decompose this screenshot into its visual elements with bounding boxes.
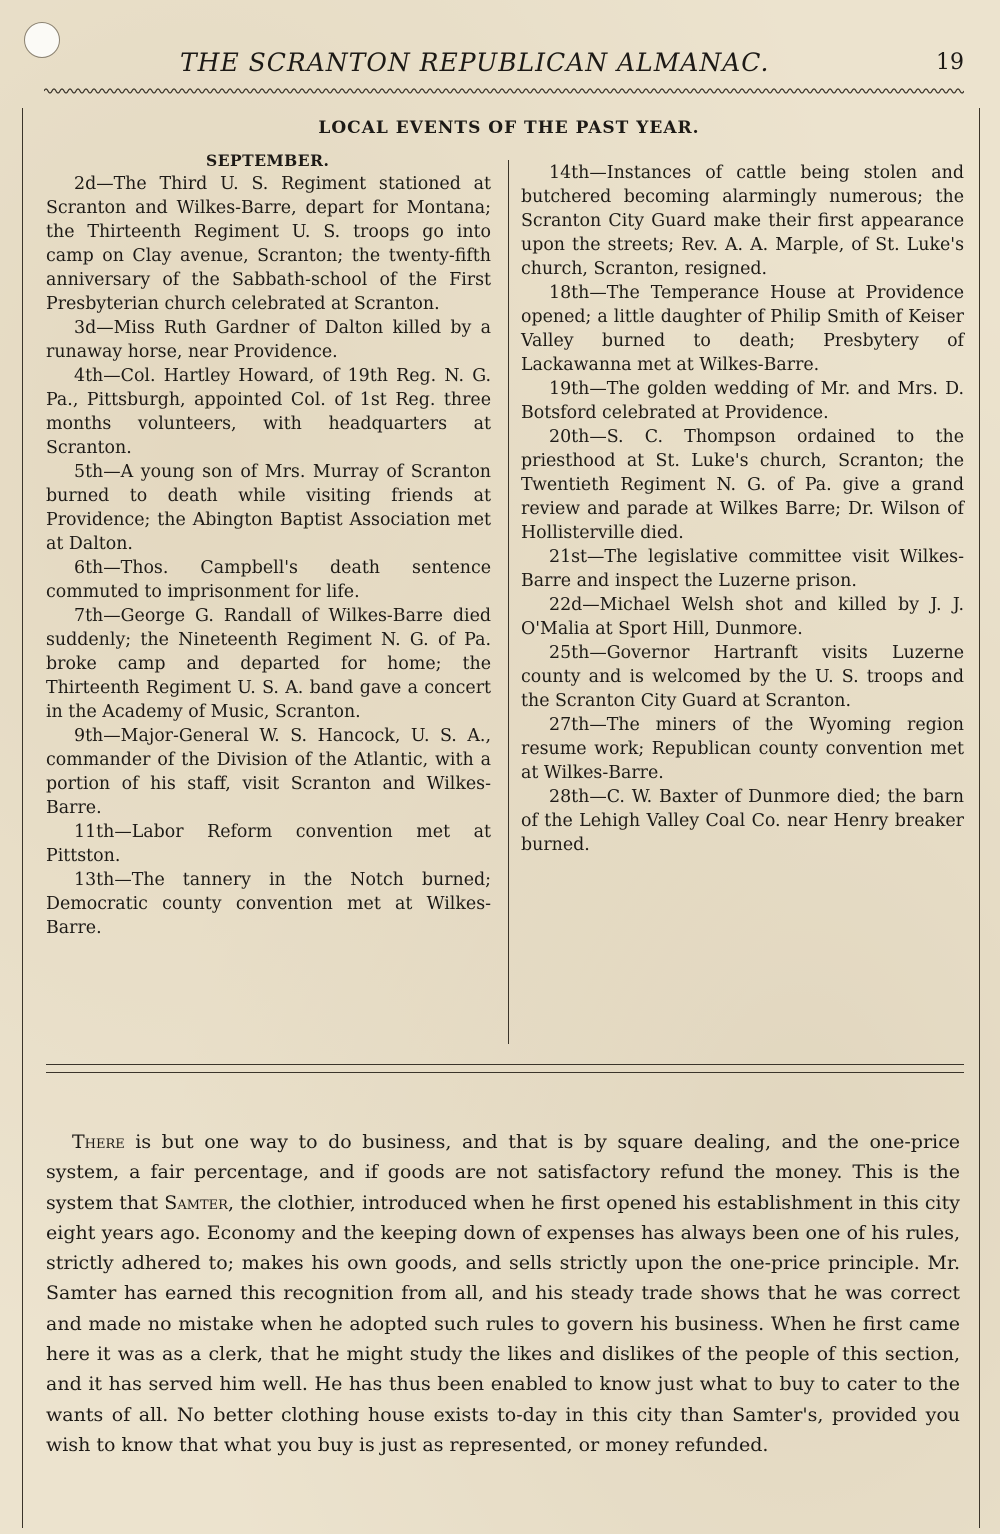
- event-entry: 22d—Michael Welsh shot and killed by J. J. O'Malia at Sport Hill, Dunmore.: [521, 595, 964, 639]
- running-head: [0, 48, 1000, 88]
- event-entry: 4th—Col. Hartley Howard, of 19th Reg. N. G. Pa., Pittsburgh, appointed Col. of 1st Reg. three months volunteers, with headquarters at Scranton.: [46, 366, 491, 458]
- advert-text-1: is but one way to do business, and that is by square dealing, and the one-price system, a fair percentage, and if goods are not satisfactory refund the money. This is the system that: [46, 1131, 960, 1214]
- column-divider: [508, 160, 509, 1044]
- event-entry: 19th—The golden wedding of Mr. and Mrs. D. Botsford celebrated at Providence.: [521, 379, 964, 423]
- event-entry: 18th—The Temperance House at Providence opened; a little daughter of Philip Smith of Keiser Valley burned to death; Presbytery of Lackawanna met at Wilkes-Barre.: [521, 283, 964, 375]
- event-entry: 6th—Thos. Campbell's death sentence commuted to imprisonment for life.: [46, 558, 491, 602]
- event-entry: 28th—C. W. Baxter of Dunmore died; the barn of the Lehigh Valley Coal Co. near Henry breaker burned.: [521, 787, 964, 855]
- left-column: [46, 150, 491, 940]
- event-entry: 9th—Major-General W. S. Hancock, U. S. A., commander of the Division of the Atlantic, with a portion of his staff, visit Scranton and Wilkes-Barre.: [46, 726, 491, 818]
- event-entry: 11th—Labor Reform convention met at Pittston.: [46, 822, 491, 866]
- almanac-title: THE SCRANTON REPUBLICAN ALMANAC.: [180, 48, 770, 77]
- event-entry: 3d—Miss Ruth Gardner of Dalton killed by a runaway horse, near Providence.: [46, 318, 491, 362]
- advert-name: Samter: [164, 1191, 228, 1214]
- event-entry: 27th—The miners of the Wyoming region resume work; Republican county convention met at Wilkes-Barre.: [521, 715, 964, 783]
- right-column: [521, 161, 964, 857]
- event-entry: 13th—The tannery in the Notch burned; Democratic county convention met at Wilkes-Barre.: [46, 870, 491, 938]
- event-entry: 21st—The legislative committee visit Wilkes-Barre and inspect the Luzerne prison.: [521, 547, 964, 591]
- event-entry: 2d—The Third U. S. Regiment stationed at Scranton and Wilkes-Barre, depart for Montana; the Thirteenth Regiment U. S. troops go into camp on Clay avenue, Scranton; the twenty-fifth anniversary of the Sabbath-school of the First Presbyterian church celebrated at Scranton.: [46, 174, 491, 314]
- double-rule: [46, 1064, 964, 1073]
- page-number: 19: [936, 50, 964, 75]
- advert-lead-word: There: [72, 1131, 125, 1153]
- event-entry: 5th—A young son of Mrs. Murray of Scranton burned to death while visiting friends at Providence; the Abington Baptist Association met at Dalton.: [46, 462, 491, 554]
- section-heading: LOCAL EVENTS OF THE PAST YEAR.: [318, 118, 700, 138]
- advert-text-2: , the clothier, introduced when he first opened his establishment in this city eight years ago. Economy and the keeping down of expenses has always been one of his rules, strictly adhered to; makes his own goods, and sells strictly upon the one-price principle. Mr. Samter has earned this recognition from all, and his steady trade shows that he was correct and made no mistake when he adopted such rules to govern his business. When he first came here it was as a clerk, that he might study the likes and dislikes of the people of this section, and it has served him well. He has thus been enabled to know just what to buy to cater to the wants of all. No better clothing house exists to-day in this city than Samter's, provided you wish to know that what you buy is just as represented, or money refunded.: [46, 1191, 960, 1456]
- event-entry: 25th—Governor Hartranft visits Luzerne county and is welcomed by the U. S. troops and the Scranton City Guard at Scranton.: [521, 643, 964, 711]
- wavy-rule: [44, 86, 964, 96]
- event-entry: 14th—Instances of cattle being stolen and butchered becoming alarmingly numerous; the Scranton City Guard make their first appearance upon the streets; Rev. A. A. Marple, of St. Luke's church, Scranton, resigned.: [521, 163, 964, 279]
- event-entry: 20th—S. C. Thompson ordained to the priesthood at St. Luke's church, Scranton; the Twentieth Regiment N. G. of Pa. give a grand review and parade at Wilkes Barre; Dr. Wilson of Hollisterville died.: [521, 427, 964, 543]
- month-heading: SEPTEMBER.: [206, 151, 330, 170]
- event-entry: 7th—George G. Randall of Wilkes-Barre died suddenly; the Nineteenth Regiment N. G. of Pa. broke camp and departed for home; the Thirteenth Regiment U. S. A. band gave a concert in the Academy of Music, Scranton.: [46, 606, 491, 722]
- advertisement: [46, 1127, 960, 1460]
